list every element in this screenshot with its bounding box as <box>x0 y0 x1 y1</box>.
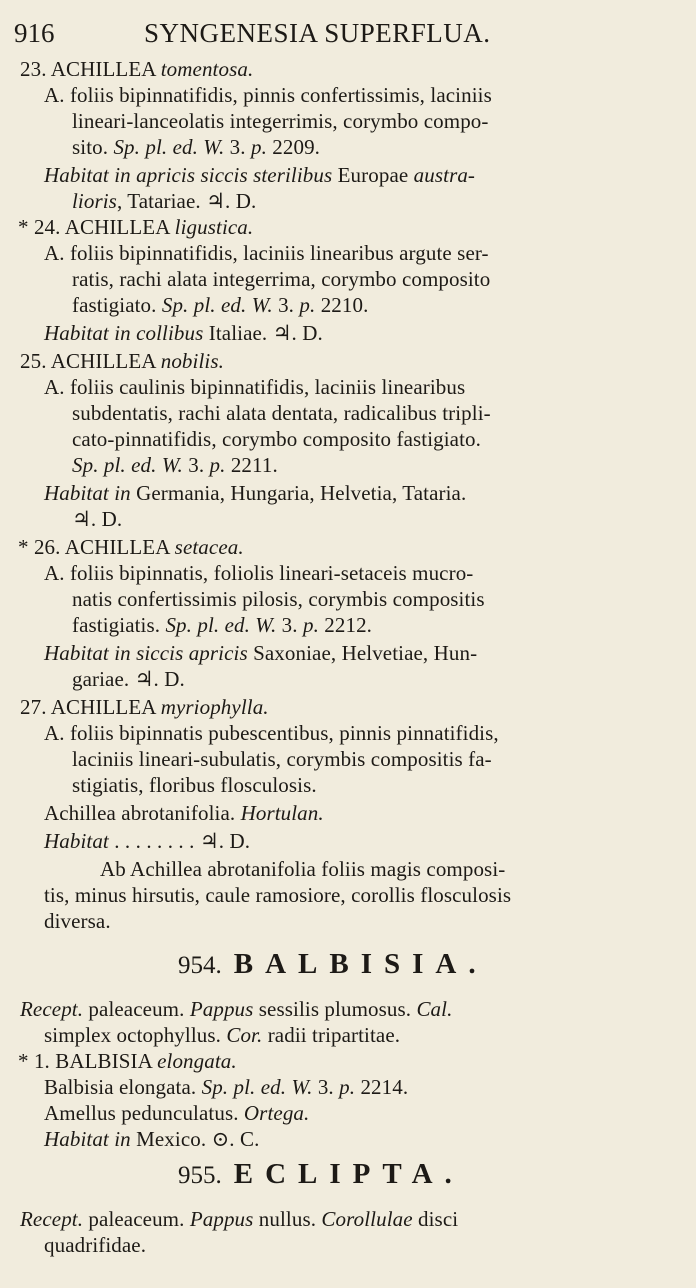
text-line <box>44 1101 309 1125</box>
text-line <box>72 293 368 317</box>
text-line <box>72 267 490 291</box>
italic-text: p. <box>209 453 226 477</box>
roman-text: stigiatis, floribus flosculosis. <box>72 773 317 797</box>
italic-text: Habitat <box>44 829 109 853</box>
text-line <box>72 427 481 451</box>
roman-text: simplex octophyllus. <box>44 1023 227 1047</box>
text-line <box>72 773 317 797</box>
text-line <box>72 747 492 771</box>
text-line <box>44 241 489 265</box>
page-number: 916 <box>14 18 55 48</box>
roman-text: * 24. ACHILLEA <box>18 215 175 239</box>
text-line <box>44 909 111 933</box>
roman-text: cato-pinnatifidis, corymbo composito fastigiato. <box>72 427 481 451</box>
text-line <box>20 695 269 719</box>
italic-text: Sp. pl. ed. W. <box>113 135 225 159</box>
italic-text: lioris <box>72 189 117 213</box>
italic-text: Pappus <box>189 1207 254 1231</box>
text-line <box>44 1233 146 1257</box>
roman-text: disci <box>412 1207 459 1231</box>
roman-text: A. foliis caulinis bipinnatifidis, laciniis linearibus <box>44 375 466 399</box>
running-title: SYNGENESIA SUPERFLUA. <box>144 18 491 48</box>
roman-text: lineari-lanceolatis integerrimis, corymbo compo- <box>72 109 489 133</box>
italic-text: p. <box>299 293 316 317</box>
genus-heading <box>178 1158 464 1192</box>
text-line <box>44 721 499 745</box>
roman-text: ♃. D. <box>72 507 123 531</box>
roman-text: Achillea abrotanifolia. <box>44 801 241 825</box>
roman-text: 23. ACHILLEA <box>20 57 161 81</box>
italic-text: austra- <box>413 163 476 187</box>
genus-name: ECLIPTA. <box>233 1158 464 1190</box>
text-line <box>72 401 491 425</box>
text-line <box>72 189 256 213</box>
italic-text: nobilis. <box>160 349 224 373</box>
italic-text: Cor. <box>226 1023 263 1047</box>
text-line <box>44 1127 259 1151</box>
genus-name: BALBISIA. <box>233 948 488 980</box>
roman-text: gariae. ♃. D. <box>72 667 185 691</box>
roman-text: Saxoniae, Helvetiae, Hun- <box>247 641 478 665</box>
italic-text: p. <box>250 135 267 159</box>
roman-text: . . . . . . . . ♃. D. <box>108 829 251 853</box>
text-line <box>72 453 278 477</box>
roman-text: paleaceum. <box>83 1207 190 1231</box>
text-line <box>18 535 244 559</box>
text-line <box>18 215 253 239</box>
italic-text: p. <box>302 613 319 637</box>
italic-text: elongata. <box>157 1049 237 1073</box>
italic-text: Habitat in siccis apricis <box>44 641 248 665</box>
roman-text: subdentatis, rachi alata dentata, radicalibus tripli- <box>72 401 491 425</box>
roman-text: paleaceum. <box>83 997 190 1021</box>
text-line <box>44 561 473 585</box>
italic-text: Habitat in <box>44 481 131 505</box>
roman-text: A. foliis bipinnatifidis, laciniis linearibus argute ser- <box>44 241 489 265</box>
text-line <box>20 57 253 81</box>
roman-text: natis confertissimis pilosis, corymbis compositis <box>72 587 485 611</box>
text-line <box>44 1075 408 1099</box>
roman-text: A. foliis bipinnatifidis, pinnis confertissimis, laciniis <box>44 83 492 107</box>
roman-text: * 26. ACHILLEA <box>18 535 175 559</box>
italic-text: p. <box>339 1075 356 1099</box>
roman-text: fastigiatis. <box>72 613 166 637</box>
text-line <box>44 883 511 907</box>
roman-text: 2212. <box>318 613 373 637</box>
roman-text: Ab Achillea abrotanifolia foliis magis composi- <box>100 857 506 881</box>
italic-text: Habitat in <box>44 1127 131 1151</box>
italic-text: Sp. pl. ed. W. <box>165 613 277 637</box>
roman-text: fastigiato. <box>72 293 162 317</box>
italic-text: Recept. <box>20 1207 84 1231</box>
genus-number: 955. <box>178 1162 222 1189</box>
italic-text: Ortega. <box>243 1101 310 1125</box>
genus-number: 954. <box>178 952 222 979</box>
roman-text: ratis, rachi alata integerrima, corymbo composito <box>72 267 491 291</box>
text-line <box>18 1049 237 1073</box>
italic-text: Hortulan. <box>240 801 324 825</box>
italic-text: Sp. pl. ed. W. <box>161 293 273 317</box>
roman-text: 27. ACHILLEA <box>20 695 161 719</box>
text-line <box>44 375 465 399</box>
text-line <box>44 163 475 187</box>
italic-text: Corollulae <box>321 1207 413 1231</box>
roman-text: 3. <box>182 453 210 477</box>
roman-text: Amellus pedunculatus. <box>44 1101 244 1125</box>
roman-text: sessilis plumosus. <box>253 997 417 1021</box>
roman-text: sito. <box>72 135 114 159</box>
text-line <box>72 587 485 611</box>
text-line <box>44 829 250 853</box>
roman-text: tis, minus hirsutis, caule ramosiore, corollis flosculosis <box>44 883 512 907</box>
italic-text: Habitat in collibus <box>44 321 204 345</box>
roman-text: quadrifidae. <box>44 1233 147 1257</box>
text-line <box>20 997 452 1021</box>
text-line <box>44 641 477 665</box>
roman-text: 3. <box>312 1075 340 1099</box>
roman-text: , Tatariae. ♃. D. <box>116 189 257 213</box>
italic-text: Habitat in apricis siccis sterilibus <box>44 163 333 187</box>
roman-text: 3. <box>224 135 251 159</box>
roman-text: laciniis lineari-subulatis, corymbis compositis fa- <box>72 747 492 771</box>
roman-text: Mexico. ⊙. C. <box>130 1127 260 1151</box>
roman-text: * 1. BALBISIA <box>18 1049 158 1073</box>
italic-text: Cal. <box>416 997 453 1021</box>
italic-text: Pappus <box>189 997 254 1021</box>
italic-text: Recept. <box>20 997 84 1021</box>
roman-text: radii tripartitae. <box>262 1023 401 1047</box>
italic-text: Sp. pl. ed. W. <box>201 1075 313 1099</box>
roman-text: Europae <box>332 163 414 187</box>
roman-text: A. foliis bipinnatis pubescentibus, pinnis pinnatifidis, <box>44 721 499 745</box>
roman-text: Germania, Hungaria, Helvetia, Tataria. <box>130 481 467 505</box>
italic-text: tomentosa. <box>160 57 254 81</box>
text-line <box>72 507 122 531</box>
roman-text: Italiae. ♃. D. <box>203 321 323 345</box>
genus-heading <box>178 948 488 982</box>
italic-text: setacea. <box>174 535 244 559</box>
italic-text: ligustica. <box>174 215 254 239</box>
italic-text: myriophylla. <box>160 695 269 719</box>
text-line <box>20 349 224 373</box>
text-line <box>72 667 185 691</box>
text-line <box>72 135 320 159</box>
text-line <box>44 481 466 505</box>
text-line <box>44 321 323 345</box>
roman-text: 2211. <box>225 453 278 477</box>
roman-text: nullus. <box>253 1207 322 1231</box>
text-line <box>72 613 372 637</box>
roman-text: 3. <box>276 613 303 637</box>
text-line <box>100 857 505 881</box>
page-header <box>14 18 676 48</box>
roman-text: 2209. <box>266 135 321 159</box>
text-line <box>44 801 324 825</box>
text-line <box>44 83 492 107</box>
roman-text: Balbisia elongata. <box>44 1075 202 1099</box>
italic-text: Sp. pl. ed. W. <box>72 453 183 477</box>
roman-text: A. foliis bipinnatis, foliolis lineari-setaceis mucro- <box>44 561 474 585</box>
text-line <box>44 1023 400 1047</box>
roman-text: 25. ACHILLEA <box>20 349 161 373</box>
text-line <box>72 109 489 133</box>
text-line <box>20 1207 458 1231</box>
roman-text: diversa. <box>44 909 111 933</box>
roman-text: 3. <box>272 293 300 317</box>
roman-text: 2210. <box>315 293 369 317</box>
roman-text: 2214. <box>355 1075 409 1099</box>
